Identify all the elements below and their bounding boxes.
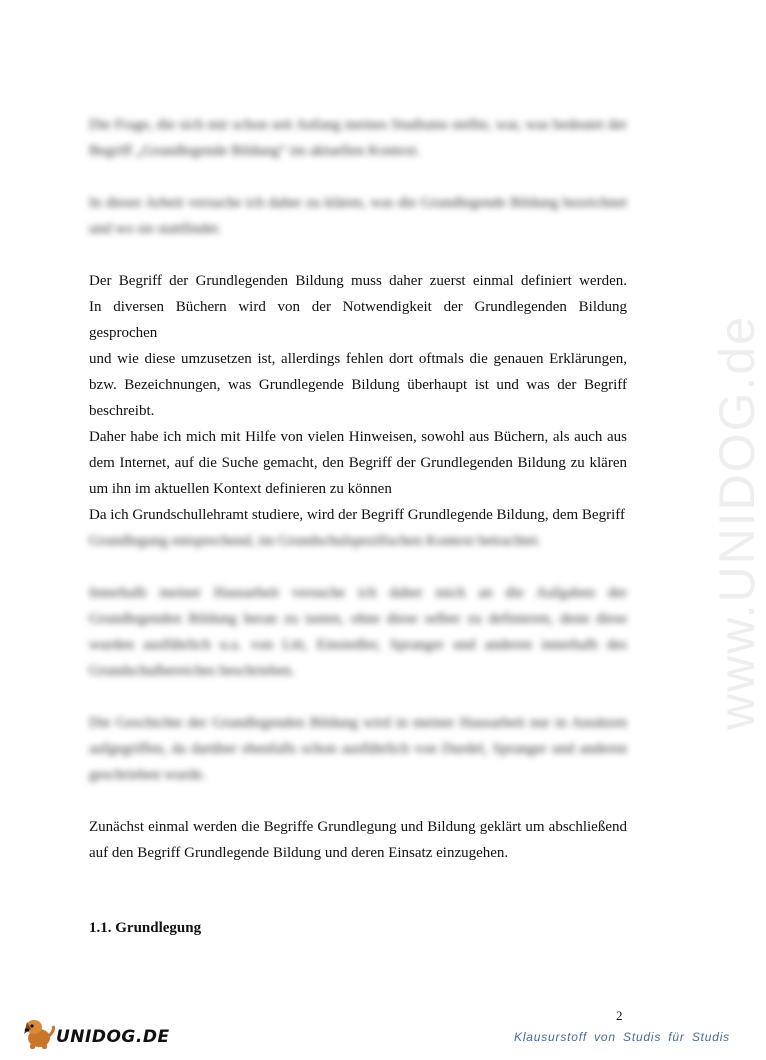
text-line: Grundlegung entsprechend, im Grundschulspezifischen Kontext betrachtet. <box>89 533 541 549</box>
text-line: Grundschulbereiches beschrieben. <box>89 663 295 679</box>
text-line: bzw. Bezeichnungen, was Grundlegende Bildung überhaupt ist und was der Begriff <box>89 377 627 393</box>
text-line: auf den Begriff Grundlegende Bildung und deren Einsatz einzugehen. <box>89 845 509 861</box>
paragraph <box>89 502 627 528</box>
logo-text: UNIDOG.DE <box>56 1027 170 1047</box>
text-line: Die Frage, die sich mir schon seit Anfang meines Studiums stellte, war, was bedeutet der <box>89 117 627 133</box>
paragraph <box>89 268 627 502</box>
dog-icon <box>22 1016 58 1050</box>
text-line: beschreibt. <box>89 403 155 419</box>
footer-slogan: Klausurstoff von Studis für Studis <box>514 1030 730 1044</box>
text-line: Daher habe ich mich mit Hilfe von vielen Hinweisen, sowohl aus Büchern, als auch aus <box>89 429 627 445</box>
text-line: In diversen Büchern wird von der Notwendigkeit der Grundlegenden Bildung gesprochen <box>89 299 627 341</box>
paragraph <box>89 710 627 788</box>
text-line: Grundlegenden Bildung heran zu tasten, ohne diese selber zu definieren, denn diese <box>89 611 627 627</box>
paragraph <box>89 528 627 554</box>
text-line: wurden ausführlich u.a. von Litt, Einsiedler, Spranger und anderen innerhalb des <box>89 637 627 653</box>
paragraph <box>89 112 627 164</box>
text-line: Der Begriff der Grundlegenden Bildung muss daher zuerst einmal definiert werden. <box>89 273 627 289</box>
text-line: Zunächst einmal werden die Begriffe Grundlegung und Bildung geklärt um abschließend <box>89 819 627 835</box>
text-line: geschrieben wurde. <box>89 767 206 783</box>
section-heading: 1.1. Grundlegung <box>89 920 202 936</box>
text-line: dem Internet, auf die Suche gemacht, den Begriff der Grundlegenden Bildung zu klären <box>89 455 627 471</box>
paragraph <box>89 580 627 684</box>
text-line: und wo sie stattfindet. <box>89 221 222 237</box>
text-line: und wie diese umzusetzen ist, allerdings fehlen dort oftmals die genauen Erklärungen, <box>89 351 627 367</box>
text-line: Innerhalb meiner Hausarbeit versuche ich daher mich an die Aufgaben der <box>89 585 627 601</box>
paragraph <box>89 190 627 242</box>
text-line: Die Geschichte der Grundlegenden Bildung wird in meiner Hausarbeit nur in Ansätzen <box>89 715 627 731</box>
text-line: Begriff „Grundlegende Bildung“ im aktuellen Kontext. <box>89 143 421 159</box>
paragraph <box>89 814 627 866</box>
text-line: In dieser Arbeit versuche ich daher zu klären, was die Grundlegende Bildung bezeichnet <box>89 195 627 211</box>
page-number: 2 <box>616 1008 623 1023</box>
text-line: um ihn im aktuellen Kontext definieren zu können <box>89 481 392 497</box>
text-line: Da ich Grundschullehramt studiere, wird der Begriff Grundlegende Bildung, dem Begriff <box>89 507 625 523</box>
text-line: aufgegriffen, da darüber ebenfalls schon ausführlich von Durdel, Spranger und anderen <box>89 741 627 757</box>
unidog-logo[interactable] <box>22 1016 182 1050</box>
watermark: www.UNIDOG.de <box>709 315 765 730</box>
